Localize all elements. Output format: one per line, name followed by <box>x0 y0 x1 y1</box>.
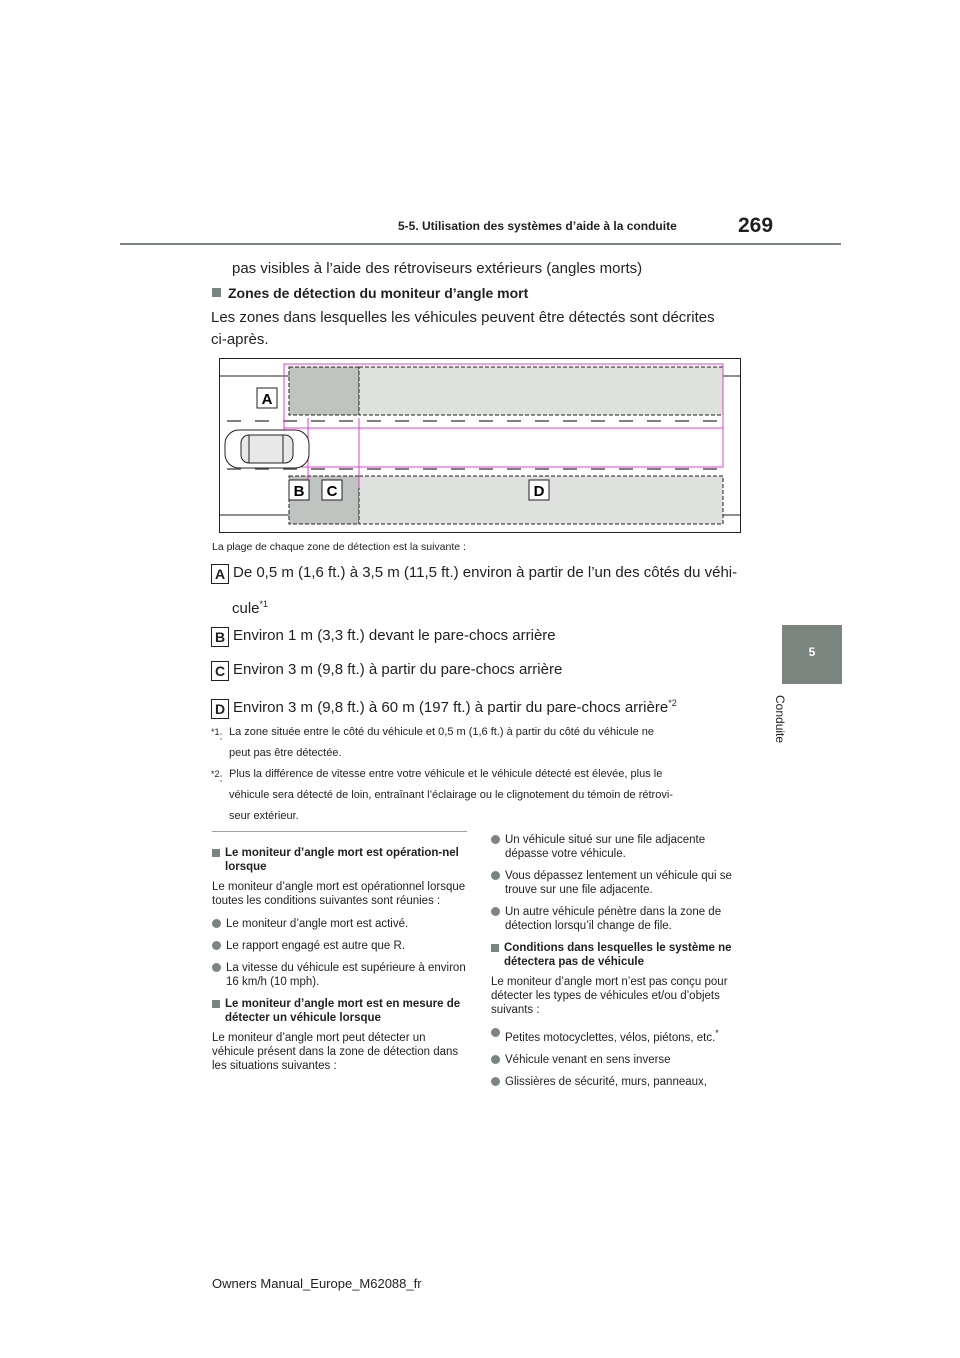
bullet-icon <box>491 1077 500 1086</box>
diagram-caption: La plage de chaque zone de détection est la suivante : <box>212 541 466 553</box>
detection-zones-diagram <box>219 358 741 533</box>
zones-description: Les zones dans lesquelles les véhicules peuvent être détectés sont décrites ci-après. <box>211 309 715 348</box>
bullet-icon <box>491 1028 500 1037</box>
detection-paragraph: Le moniteur d’angle mort peut détecter un véhicule présent dans la zone de détection dans les situations suivantes : <box>212 1032 459 1072</box>
bullet-icon <box>212 963 221 972</box>
right-column <box>491 833 749 1097</box>
list-item: La vitesse du véhicule est supérieure à environ 16 km/h (10 mph). <box>212 961 470 989</box>
zone-key-d: D <box>211 699 229 719</box>
no-detection-paragraph: Le moniteur d’angle mort n’est pas conçu pour détecter les types de véhicules et/ou d’objets suivants : <box>491 976 728 1016</box>
list-item: Le rapport engagé est autre que R. <box>212 939 470 953</box>
list-item: Vous dépassez lentement un véhicule qui se trouve sur une file adjacente. <box>491 869 749 897</box>
label-a: A <box>261 391 273 408</box>
bullet-icon <box>212 941 221 950</box>
zone-key-c: C <box>211 661 229 681</box>
left-column <box>212 846 470 1082</box>
label-b: B <box>293 483 305 500</box>
list-item: Le moniteur d’angle mort est activé. <box>212 917 470 931</box>
list-item: Un véhicule situé sur une file adjacente dépasse votre véhicule. <box>491 833 749 861</box>
zone-d-row: D Environ 3 m (9,8 ft.) à 60 m (197 ft.) à partir du pare-chocs arrière$^{*2}$ <box>211 692 677 719</box>
zone-key-b: B <box>211 627 229 647</box>
bullet-icon <box>212 919 221 928</box>
list-item: Véhicule venant en sens inverse <box>491 1053 749 1067</box>
intro-line: pas visibles à l’aide des rétroviseurs extérieurs (angles morts) <box>232 260 643 277</box>
bullet-icon <box>491 1055 500 1064</box>
bullet-icon <box>491 871 500 880</box>
diagram-svg <box>219 358 741 533</box>
section-title: 5-5. Utilisation des systèmes d’aide à la conduite <box>398 219 677 233</box>
heading-square-icon <box>212 1000 220 1008</box>
zone-a-row: A De 0,5 m (1,6 ft.) à 3,5 m (11,5 ft.) environ à partir de l’un des côtés du véhi- <box>211 562 737 584</box>
zone-b-row: B Environ 1 m (3,3 ft.) devant le pare-chocs arrière <box>211 625 556 647</box>
footnotes <box>211 722 751 827</box>
detection-heading: Le moniteur d’angle mort est en mesure de détecter un véhicule lorsque <box>212 997 470 1025</box>
car-icon <box>225 430 309 468</box>
heading-square-icon <box>491 944 499 952</box>
operational-paragraph: Le moniteur d’angle mort est opérationnel lorsque toutes les conditions suivantes sont réunies : <box>212 881 466 907</box>
footnote-2: $^{*2}$: Plus la différence de vitesse entre votre véhicule et le véhicule détecté est élevée, plus le véhicule sera détecté de loin, entraînant l’éclairage ou le clignotement du témoin de rétrovi- seur extérieur. <box>211 768 673 822</box>
footnote-1: $^{*1}$: La zone située entre le côté du véhicule et 0,5 m (1,6 ft.) à partir du côté du véhicule ne peut pas être détectée. <box>211 726 654 759</box>
heading-square-icon <box>212 288 221 297</box>
page-number: 269 <box>738 214 774 237</box>
zone-a-row-cont: cule$^{*1}$ <box>232 599 269 617</box>
heading-square-icon <box>212 849 220 857</box>
zone-key-a: A <box>211 564 229 584</box>
operational-heading: Le moniteur d’angle mort est opération-nel lorsque <box>212 846 470 874</box>
bullet-icon <box>491 835 500 844</box>
chapter-tab-number: 5 <box>808 645 816 659</box>
zone-a-far <box>359 367 723 415</box>
zone-a-near <box>289 367 359 415</box>
footer-text: Owners Manual_Europe_M62088_fr <box>212 1276 422 1291</box>
label-d: D <box>533 483 545 500</box>
bullet-icon <box>491 907 500 916</box>
no-detection-heading: Conditions dans lesquelles le système ne détectera pas de véhicule <box>491 941 749 969</box>
column-rule <box>212 831 467 832</box>
list-item: Un autre véhicule pénètre dans la zone de détection lorsqu’il change de file. <box>491 905 749 933</box>
zones-heading: Zones de détection du moniteur d’angle mort <box>212 285 528 301</box>
chapter-tab-label: Conduite <box>773 695 787 744</box>
header-rule <box>120 243 841 245</box>
list-item: Glissières de sécurité, murs, panneaux, <box>491 1075 749 1089</box>
zone-c-row: C Environ 3 m (9,8 ft.) à partir du pare-chocs arrière <box>211 659 562 681</box>
list-item: Petites motocyclettes, vélos, piétons, etc.* <box>491 1026 749 1045</box>
label-c: C <box>326 483 338 500</box>
